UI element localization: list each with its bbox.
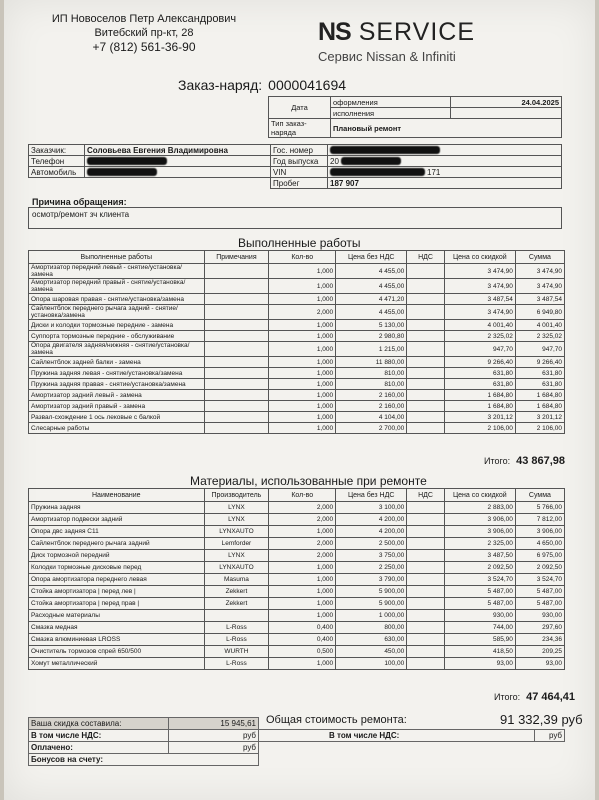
materials-cell-2: 2,000 bbox=[269, 550, 336, 562]
materials-cell-5: 3 906,00 bbox=[444, 526, 515, 538]
materials-cell-1: Lemforder bbox=[204, 538, 269, 550]
table-row bbox=[29, 646, 565, 658]
works-table bbox=[28, 250, 565, 434]
works-cell-1 bbox=[204, 401, 269, 412]
materials-header-2: Кол-во bbox=[269, 489, 336, 502]
seller-name: ИП Новоселов Петр Александрович bbox=[51, 13, 237, 25]
works-cell-0: Сайлентблок задней балки - замена bbox=[29, 357, 205, 368]
materials-cell-4 bbox=[407, 598, 445, 610]
materials-cell-6: 209,25 bbox=[515, 646, 564, 658]
materials-cell-6: 5 487,00 bbox=[515, 598, 564, 610]
works-cell-4 bbox=[407, 305, 445, 320]
materials-header-3: Цена без НДС bbox=[336, 489, 407, 502]
works-cell-0: Опора двигателя задняя/нижняя - снятие/установка/замена bbox=[29, 342, 205, 357]
year-value: 20 bbox=[328, 156, 562, 167]
materials-cell-4 bbox=[407, 610, 445, 622]
grand-vat-unit: руб bbox=[535, 730, 565, 742]
materials-cell-3: 2 500,00 bbox=[336, 538, 407, 550]
materials-cell-1: LYNXAUTO bbox=[204, 526, 269, 538]
works-cell-3: 2 700,00 bbox=[336, 423, 407, 434]
materials-cell-1: L-Ross bbox=[204, 622, 269, 634]
vat-unit: руб bbox=[169, 730, 259, 742]
works-cell-0: Амортизатор задний правый - замена bbox=[29, 401, 205, 412]
works-cell-2: 1,000 bbox=[269, 379, 336, 390]
materials-cell-1 bbox=[204, 610, 269, 622]
materials-header-1: Производитель bbox=[204, 489, 269, 502]
materials-cell-6: 297,60 bbox=[515, 622, 564, 634]
materials-cell-6: 3 906,00 bbox=[515, 526, 564, 538]
materials-cell-5: 3 487,50 bbox=[444, 550, 515, 562]
redaction-mark bbox=[330, 146, 440, 154]
materials-cell-1: Masuma bbox=[204, 574, 269, 586]
materials-cell-5: 3 906,00 bbox=[444, 514, 515, 526]
works-cell-3: 4 455,00 bbox=[336, 305, 407, 320]
client-label: Заказчик: bbox=[29, 145, 85, 156]
works-cell-1 bbox=[204, 320, 269, 331]
works-cell-5: 4 001,40 bbox=[444, 320, 515, 331]
table-row bbox=[29, 357, 565, 368]
works-cell-1 bbox=[204, 423, 269, 434]
works-cell-6: 947,70 bbox=[515, 342, 564, 357]
works-cell-6: 3 474,90 bbox=[515, 279, 564, 294]
materials-cell-1: L-Ross bbox=[204, 634, 269, 646]
materials-title: Материалы, использованные при ремонте bbox=[190, 474, 427, 488]
materials-cell-0: Стойка амортизатора | перед прав | bbox=[29, 598, 205, 610]
materials-cell-5: 585,90 bbox=[444, 634, 515, 646]
works-cell-2: 1,000 bbox=[269, 331, 336, 342]
works-cell-6: 631,80 bbox=[515, 368, 564, 379]
works-cell-5: 2 325,02 bbox=[444, 331, 515, 342]
works-cell-1 bbox=[204, 357, 269, 368]
table-row bbox=[29, 550, 565, 562]
works-header-3: Цена без НДС bbox=[336, 251, 407, 264]
table-row bbox=[29, 598, 565, 610]
materials-cell-5: 5 487,00 bbox=[444, 586, 515, 598]
materials-cell-4 bbox=[407, 550, 445, 562]
works-cell-3: 4 455,00 bbox=[336, 279, 407, 294]
works-cell-6: 3 487,54 bbox=[515, 294, 564, 305]
works-header-2: Кол-во bbox=[269, 251, 336, 264]
car-label: Автомобиль bbox=[29, 167, 85, 178]
works-cell-6: 6 949,80 bbox=[515, 305, 564, 320]
reason-label: Причина обращения: bbox=[32, 197, 127, 207]
materials-cell-5: 2 092,50 bbox=[444, 562, 515, 574]
materials-cell-2: 2,000 bbox=[269, 538, 336, 550]
materials-cell-6: 7 812,00 bbox=[515, 514, 564, 526]
works-cell-0: Слесарные работы bbox=[29, 423, 205, 434]
table-row bbox=[29, 401, 565, 412]
materials-cell-2: 2,000 bbox=[269, 502, 336, 514]
materials-total-value: 47 464,41 bbox=[526, 691, 576, 703]
works-cell-2: 2,000 bbox=[269, 305, 336, 320]
works-cell-0: Сайлентблок переднего рычага задний - снятие/установка/замена bbox=[29, 305, 205, 320]
materials-cell-6: 5 487,00 bbox=[515, 586, 564, 598]
materials-cell-4 bbox=[407, 514, 445, 526]
order-type-label: Тип заказ-наряда bbox=[269, 119, 331, 138]
works-cell-0: Амортизатор задний левый - замена bbox=[29, 390, 205, 401]
materials-cell-6: 2 092,50 bbox=[515, 562, 564, 574]
works-cell-5: 3 487,54 bbox=[444, 294, 515, 305]
materials-cell-4 bbox=[407, 646, 445, 658]
materials-header-0: Наименование bbox=[29, 489, 205, 502]
works-cell-2: 1,000 bbox=[269, 279, 336, 294]
works-cell-2: 1,000 bbox=[269, 401, 336, 412]
materials-cell-5: 5 487,00 bbox=[444, 598, 515, 610]
works-cell-1 bbox=[204, 305, 269, 320]
works-cell-1 bbox=[204, 331, 269, 342]
works-cell-5: 3 474,90 bbox=[444, 279, 515, 294]
works-cell-3: 2 980,80 bbox=[336, 331, 407, 342]
created-value: 24.04.2025 bbox=[451, 97, 562, 108]
order-number: 0000041694 bbox=[268, 77, 347, 93]
works-cell-5: 1 684,80 bbox=[444, 401, 515, 412]
works-cell-0: Пружина задняя левая - снятие/установка/замена bbox=[29, 368, 205, 379]
works-cell-2: 1,000 bbox=[269, 412, 336, 423]
materials-cell-6: 6 975,00 bbox=[515, 550, 564, 562]
materials-cell-2: 1,000 bbox=[269, 562, 336, 574]
works-cell-5: 3 474,90 bbox=[444, 305, 515, 320]
table-row bbox=[29, 502, 565, 514]
materials-cell-1: Zekkert bbox=[204, 586, 269, 598]
discount-label: Ваша скидка составила: bbox=[29, 718, 169, 730]
works-cell-5: 631,80 bbox=[444, 379, 515, 390]
materials-cell-5: 93,00 bbox=[444, 658, 515, 670]
works-cell-0: Опора шаровая правая - снятие/установка/замена bbox=[29, 294, 205, 305]
bonus-label: Бонусов на счету: bbox=[29, 754, 259, 766]
works-cell-5: 2 106,00 bbox=[444, 423, 515, 434]
logo-word: SERVICE bbox=[358, 18, 475, 46]
materials-header-4: НДС bbox=[407, 489, 445, 502]
works-total-value: 43 867,98 bbox=[516, 455, 566, 467]
materials-header-5: Цена со скидкой bbox=[444, 489, 515, 502]
redaction-mark bbox=[330, 168, 425, 176]
materials-cell-0: Опора амортизатора переднего левая bbox=[29, 574, 205, 586]
works-cell-3: 4 104,00 bbox=[336, 412, 407, 423]
works-cell-4 bbox=[407, 368, 445, 379]
materials-cell-0: Колодки тормозные дисковые перед bbox=[29, 562, 205, 574]
materials-cell-6: 4 650,00 bbox=[515, 538, 564, 550]
materials-cell-6: 234,36 bbox=[515, 634, 564, 646]
works-cell-3: 4 455,00 bbox=[336, 264, 407, 279]
paid-unit: руб bbox=[169, 742, 259, 754]
works-cell-6: 1 684,80 bbox=[515, 401, 564, 412]
works-cell-5: 947,70 bbox=[444, 342, 515, 357]
materials-cell-1: WURTH bbox=[204, 646, 269, 658]
works-cell-2: 1,000 bbox=[269, 264, 336, 279]
table-row bbox=[29, 331, 565, 342]
done-label: исполнения bbox=[331, 108, 451, 119]
created-label: оформления bbox=[331, 97, 451, 108]
company-logo bbox=[318, 18, 508, 64]
materials-table bbox=[28, 488, 565, 670]
works-cell-3: 11 880,00 bbox=[336, 357, 407, 368]
table-row bbox=[29, 412, 565, 423]
works-cell-6: 631,80 bbox=[515, 379, 564, 390]
works-cell-1 bbox=[204, 390, 269, 401]
materials-cell-1: LYNXAUTO bbox=[204, 562, 269, 574]
works-cell-4 bbox=[407, 294, 445, 305]
materials-cell-4 bbox=[407, 502, 445, 514]
table-row bbox=[29, 538, 565, 550]
materials-cell-1: LYNX bbox=[204, 550, 269, 562]
materials-cell-2: 2,000 bbox=[269, 514, 336, 526]
works-header-0: Выполненные работы bbox=[29, 251, 205, 264]
redaction-mark bbox=[87, 157, 167, 165]
materials-cell-1: Zekkert bbox=[204, 598, 269, 610]
materials-cell-6: 3 524,70 bbox=[515, 574, 564, 586]
materials-cell-3: 800,00 bbox=[336, 622, 407, 634]
materials-cell-3: 450,00 bbox=[336, 646, 407, 658]
materials-cell-3: 4 200,00 bbox=[336, 526, 407, 538]
materials-cell-3: 630,00 bbox=[336, 634, 407, 646]
works-cell-4 bbox=[407, 390, 445, 401]
materials-cell-2: 1,000 bbox=[269, 658, 336, 670]
materials-cell-0: Смазка медная bbox=[29, 622, 205, 634]
date-label: Дата bbox=[269, 97, 331, 119]
works-cell-6: 3 474,90 bbox=[515, 264, 564, 279]
materials-cell-2: 1,000 bbox=[269, 598, 336, 610]
logo-subtitle: Сервис Nissan & Infiniti bbox=[318, 49, 456, 64]
redaction-mark bbox=[341, 157, 401, 165]
materials-cell-3: 3 750,00 bbox=[336, 550, 407, 562]
works-total: Итого: 43 867,98 bbox=[484, 455, 566, 467]
works-cell-6: 2 325,02 bbox=[515, 331, 564, 342]
materials-cell-3: 2 250,00 bbox=[336, 562, 407, 574]
materials-cell-4 bbox=[407, 526, 445, 538]
works-cell-5: 9 266,40 bbox=[444, 357, 515, 368]
materials-cell-4 bbox=[407, 586, 445, 598]
table-row bbox=[29, 526, 565, 538]
seller-block bbox=[44, 12, 244, 54]
table-row bbox=[29, 514, 565, 526]
works-cell-1 bbox=[204, 368, 269, 379]
materials-cell-0: Хомут металлический bbox=[29, 658, 205, 670]
works-cell-1 bbox=[204, 264, 269, 279]
table-row bbox=[29, 622, 565, 634]
materials-total: Итого: 47 464,41 bbox=[494, 691, 576, 703]
vat-label: В том числе НДС: bbox=[29, 730, 169, 742]
materials-cell-3: 5 900,00 bbox=[336, 598, 407, 610]
materials-cell-0: Сайлентблок переднего рычага задний bbox=[29, 538, 205, 550]
seller-phone: +7 (812) 561-36-90 bbox=[92, 40, 196, 54]
works-cell-6: 3 201,12 bbox=[515, 412, 564, 423]
table-row bbox=[29, 279, 565, 294]
materials-cell-3: 3 100,00 bbox=[336, 502, 407, 514]
table-row bbox=[29, 658, 565, 670]
works-cell-3: 1 215,00 bbox=[336, 342, 407, 357]
redaction-mark bbox=[87, 168, 157, 176]
work-order-sheet bbox=[4, 0, 595, 800]
materials-cell-2: 0,500 bbox=[269, 646, 336, 658]
works-cell-4 bbox=[407, 342, 445, 357]
discount-value: 15 945,61 bbox=[169, 718, 259, 730]
works-cell-6: 2 106,00 bbox=[515, 423, 564, 434]
works-cell-2: 1,000 bbox=[269, 294, 336, 305]
materials-cell-4 bbox=[407, 538, 445, 550]
works-cell-6: 1 684,80 bbox=[515, 390, 564, 401]
materials-cell-3: 4 200,00 bbox=[336, 514, 407, 526]
materials-cell-3: 1 000,00 bbox=[336, 610, 407, 622]
table-row bbox=[29, 562, 565, 574]
works-cell-4 bbox=[407, 401, 445, 412]
materials-cell-3: 100,00 bbox=[336, 658, 407, 670]
works-cell-0: Диски и колодки тормозные передние - замена bbox=[29, 320, 205, 331]
works-cell-1 bbox=[204, 342, 269, 357]
works-cell-3: 810,00 bbox=[336, 368, 407, 379]
works-cell-1 bbox=[204, 294, 269, 305]
works-cell-3: 2 160,00 bbox=[336, 401, 407, 412]
materials-cell-0: Стойка амортизатора | перед лев | bbox=[29, 586, 205, 598]
works-cell-4 bbox=[407, 412, 445, 423]
works-cell-3: 2 160,00 bbox=[336, 390, 407, 401]
materials-cell-2: 1,000 bbox=[269, 610, 336, 622]
table-row bbox=[29, 294, 565, 305]
works-cell-5: 3 201,12 bbox=[444, 412, 515, 423]
materials-cell-3: 5 900,00 bbox=[336, 586, 407, 598]
materials-cell-0: Диск тормозной передний bbox=[29, 550, 205, 562]
grand-total-label: Общая стоимость ремонта: bbox=[266, 714, 407, 726]
vin-value: 171 bbox=[328, 167, 562, 178]
phone-value bbox=[85, 156, 271, 167]
works-cell-4 bbox=[407, 423, 445, 434]
materials-cell-6: 93,00 bbox=[515, 658, 564, 670]
works-cell-3: 5 130,00 bbox=[336, 320, 407, 331]
works-cell-2: 1,000 bbox=[269, 368, 336, 379]
materials-cell-0: Амортизатор подвески задний bbox=[29, 514, 205, 526]
materials-cell-2: 1,000 bbox=[269, 586, 336, 598]
materials-cell-0: Очиститель тормозов спрей 650/500 bbox=[29, 646, 205, 658]
materials-cell-0: Пружина задняя bbox=[29, 502, 205, 514]
year-label: Год выпуска bbox=[271, 156, 328, 167]
materials-cell-6: 5 766,00 bbox=[515, 502, 564, 514]
works-cell-4 bbox=[407, 279, 445, 294]
materials-cell-5: 930,00 bbox=[444, 610, 515, 622]
order-title bbox=[178, 77, 346, 93]
table-row bbox=[29, 379, 565, 390]
order-title-label: Заказ-наряд: bbox=[178, 77, 263, 93]
materials-cell-2: 0,400 bbox=[269, 634, 336, 646]
works-cell-4 bbox=[407, 264, 445, 279]
works-cell-0: Развал-схождение 1 ось лековые с балкой bbox=[29, 412, 205, 423]
materials-cell-2: 1,000 bbox=[269, 574, 336, 586]
works-cell-0: Амортизатор передний левый - снятие/установка/замена bbox=[29, 264, 205, 279]
table-row bbox=[29, 305, 565, 320]
works-header-6: Сумма bbox=[515, 251, 564, 264]
materials-cell-2: 0,400 bbox=[269, 622, 336, 634]
materials-cell-5: 2 883,00 bbox=[444, 502, 515, 514]
works-cell-4 bbox=[407, 331, 445, 342]
done-value bbox=[451, 108, 562, 119]
works-cell-6: 9 266,40 bbox=[515, 357, 564, 368]
materials-cell-4 bbox=[407, 622, 445, 634]
works-cell-1 bbox=[204, 412, 269, 423]
materials-cell-4 bbox=[407, 658, 445, 670]
table-row bbox=[29, 423, 565, 434]
materials-cell-2: 1,000 bbox=[269, 526, 336, 538]
phone-label: Телефон bbox=[29, 156, 85, 167]
client-value: Соловьева Евгения Владимировна bbox=[85, 145, 271, 156]
works-cell-1 bbox=[204, 379, 269, 390]
materials-cell-1: L-Ross bbox=[204, 658, 269, 670]
works-cell-0: Суппорта тормозные передние - обслуживание bbox=[29, 331, 205, 342]
car-value bbox=[85, 167, 271, 178]
materials-cell-6: 930,00 bbox=[515, 610, 564, 622]
materials-cell-0: Расходные материалы bbox=[29, 610, 205, 622]
works-cell-2: 1,000 bbox=[269, 357, 336, 368]
table-row bbox=[29, 368, 565, 379]
works-header-1: Примечания bbox=[204, 251, 269, 264]
seller-address: Витебский пр-кт, 28 bbox=[94, 27, 194, 39]
table-row bbox=[29, 264, 565, 279]
materials-cell-5: 744,00 bbox=[444, 622, 515, 634]
works-cell-4 bbox=[407, 379, 445, 390]
works-cell-5: 1 684,80 bbox=[444, 390, 515, 401]
works-cell-0: Амортизатор передний правый - снятие/установка/замена bbox=[29, 279, 205, 294]
materials-cell-0: Смазка влюминиевая LROSS bbox=[29, 634, 205, 646]
works-header-5: Цена со скидкой bbox=[444, 251, 515, 264]
logo-mark: NS bbox=[318, 18, 351, 46]
materials-cell-5: 3 524,70 bbox=[444, 574, 515, 586]
materials-cell-1: LYNX bbox=[204, 502, 269, 514]
table-row bbox=[29, 342, 565, 357]
works-cell-4 bbox=[407, 357, 445, 368]
paid-label: Оплачено: bbox=[29, 742, 169, 754]
grand-vat-label: В том числе НДС: bbox=[259, 730, 535, 742]
materials-header-6: Сумма bbox=[515, 489, 564, 502]
works-cell-6: 4 001,40 bbox=[515, 320, 564, 331]
materials-cell-3: 3 790,00 bbox=[336, 574, 407, 586]
table-row bbox=[29, 320, 565, 331]
mileage-label: Пробег bbox=[271, 178, 328, 189]
table-row bbox=[29, 634, 565, 646]
materials-cell-1: LYNX bbox=[204, 514, 269, 526]
table-row bbox=[29, 574, 565, 586]
vin-label: VIN bbox=[271, 167, 328, 178]
plate-value bbox=[328, 145, 562, 156]
dates-table bbox=[268, 96, 562, 138]
works-cell-2: 1,000 bbox=[269, 390, 336, 401]
materials-cell-4 bbox=[407, 634, 445, 646]
grand-total-value: 91 332,39 руб bbox=[500, 712, 583, 727]
works-cell-2: 1,000 bbox=[269, 342, 336, 357]
plate-label: Гос. номер bbox=[271, 145, 328, 156]
works-cell-0: Пружина задняя правая - снятие/установка/замена bbox=[29, 379, 205, 390]
reason-text: осмотр/ремонт зч клиента bbox=[28, 207, 562, 229]
materials-cell-0: Опора двс задняя С11 bbox=[29, 526, 205, 538]
mileage-value: 187 907 bbox=[328, 178, 562, 189]
works-cell-3: 4 471,20 bbox=[336, 294, 407, 305]
works-title: Выполненные работы bbox=[238, 236, 361, 250]
table-row bbox=[29, 610, 565, 622]
materials-cell-5: 418,50 bbox=[444, 646, 515, 658]
table-row bbox=[29, 586, 565, 598]
works-cell-4 bbox=[407, 320, 445, 331]
table-row bbox=[29, 390, 565, 401]
works-cell-2: 1,000 bbox=[269, 423, 336, 434]
order-type-value: Плановый ремонт bbox=[331, 119, 562, 138]
works-cell-2: 1,000 bbox=[269, 320, 336, 331]
customer-table bbox=[28, 144, 562, 189]
materials-cell-4 bbox=[407, 574, 445, 586]
works-header-4: НДС bbox=[407, 251, 445, 264]
works-cell-3: 810,00 bbox=[336, 379, 407, 390]
works-cell-1 bbox=[204, 279, 269, 294]
works-cell-5: 631,80 bbox=[444, 368, 515, 379]
materials-cell-5: 2 325,00 bbox=[444, 538, 515, 550]
materials-cell-4 bbox=[407, 562, 445, 574]
works-cell-5: 3 474,90 bbox=[444, 264, 515, 279]
